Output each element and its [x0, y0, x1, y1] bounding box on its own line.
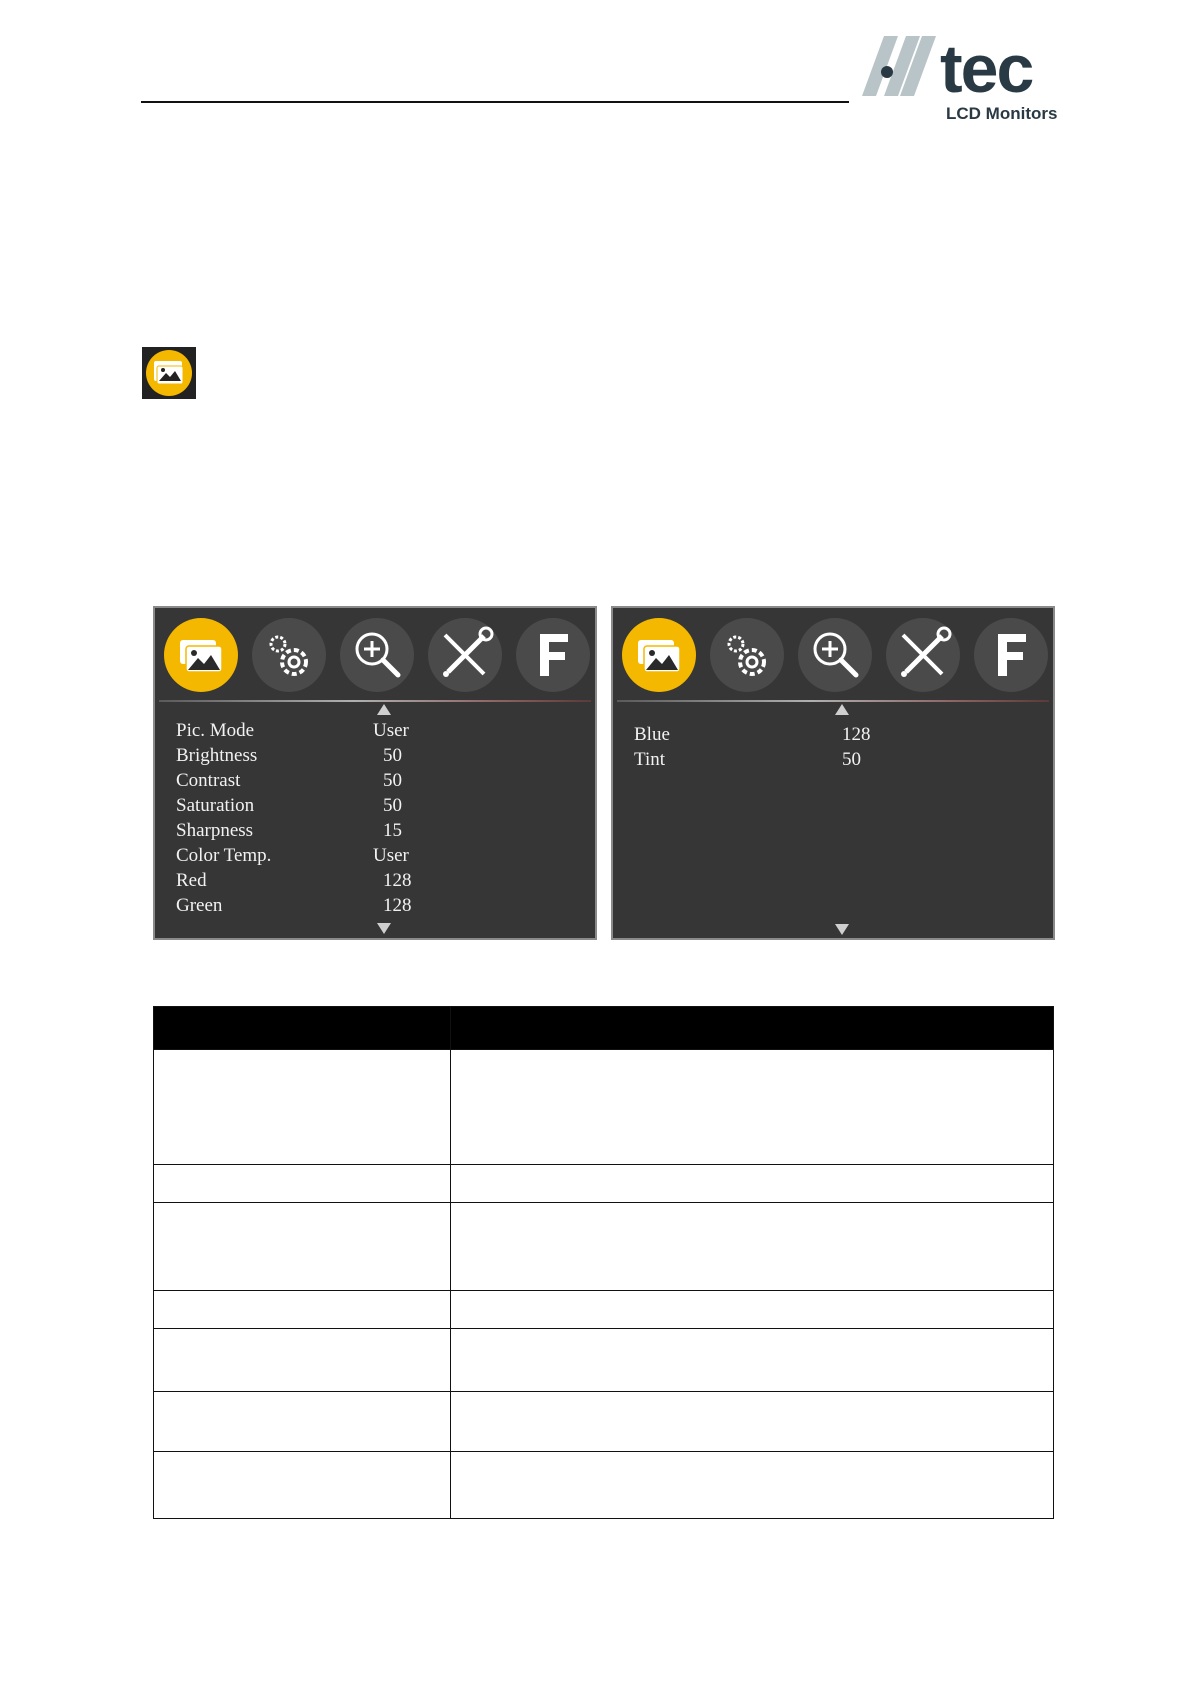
osd-label-sharpness[interactable]: Sharpness — [176, 820, 254, 841]
table-cell — [451, 1329, 1054, 1392]
osd-value-color-temp: User — [373, 845, 409, 866]
table-cell — [451, 1203, 1054, 1291]
table-cell — [451, 1165, 1054, 1203]
osd-label-color-temp[interactable]: Color Temp. — [176, 845, 272, 866]
osd-value-blue: 128 — [842, 724, 871, 745]
scroll-up-icon[interactable] — [835, 704, 849, 715]
tab-setup[interactable] — [710, 618, 784, 692]
osd-label-contrast[interactable]: Contrast — [176, 770, 241, 791]
table-cell — [154, 1165, 451, 1203]
osd-value-saturation: 50 — [383, 795, 402, 816]
table-header-cell — [154, 1007, 451, 1050]
table-row — [154, 1291, 1054, 1329]
tab-function[interactable] — [516, 618, 590, 692]
table-row — [154, 1452, 1054, 1519]
osd-separator — [617, 700, 1049, 702]
table-row — [154, 1329, 1054, 1392]
setup-gear-icon — [710, 618, 784, 692]
table-header-cell — [451, 1007, 1054, 1050]
picture-section-icon — [142, 347, 196, 399]
table-row — [154, 1050, 1054, 1165]
osd-value-brightness: 50 — [383, 745, 402, 766]
zoom-icon — [340, 618, 414, 692]
logo-subtitle: LCD Monitors — [946, 104, 1058, 123]
scroll-down-icon[interactable] — [377, 923, 391, 934]
logo-wordmark: tec — [940, 31, 1033, 107]
table-row — [154, 1392, 1054, 1452]
table-cell — [154, 1452, 451, 1519]
scroll-up-icon[interactable] — [377, 704, 391, 715]
tab-picture[interactable] — [622, 618, 696, 692]
scroll-down-icon[interactable] — [835, 924, 849, 935]
osd-label-tint[interactable]: Tint — [634, 749, 665, 770]
table-cell — [154, 1392, 451, 1452]
osd-value-red: 128 — [383, 870, 412, 891]
table-row — [154, 1203, 1054, 1291]
tab-zoom[interactable] — [798, 618, 872, 692]
tools-icon — [886, 618, 960, 692]
avtec-logo — [862, 31, 1062, 126]
tab-tools[interactable] — [428, 618, 502, 692]
table-cell — [451, 1392, 1054, 1452]
tools-icon — [428, 618, 502, 692]
zoom-icon — [798, 618, 872, 692]
table-row — [154, 1165, 1054, 1203]
picture-icon — [164, 618, 238, 692]
tab-picture[interactable] — [164, 618, 238, 692]
osd-tab-bar — [613, 614, 1053, 694]
table-header-row — [154, 1007, 1054, 1050]
osd-label-pic-mode[interactable]: Pic. Mode — [176, 720, 255, 741]
osd-value-green: 128 — [383, 895, 412, 916]
header-rule — [141, 101, 849, 103]
table-cell — [451, 1452, 1054, 1519]
osd-menu-picture-page-1 — [153, 606, 597, 940]
function-f-icon — [516, 618, 590, 692]
picture-icon — [622, 618, 696, 692]
tab-setup[interactable] — [252, 618, 326, 692]
table-cell — [451, 1291, 1054, 1329]
osd-menu-picture-page-2 — [611, 606, 1055, 940]
osd-value-tint: 50 — [842, 749, 861, 770]
tab-tools[interactable] — [886, 618, 960, 692]
table-cell — [154, 1203, 451, 1291]
osd-label-green[interactable]: Green — [176, 895, 223, 916]
osd-label-red[interactable]: Red — [176, 870, 207, 891]
settings-description-table — [153, 1006, 1054, 1519]
osd-value-sharpness: 15 — [383, 820, 402, 841]
osd-label-brightness[interactable]: Brightness — [176, 745, 258, 766]
table-cell — [451, 1050, 1054, 1165]
osd-value-pic-mode: User — [373, 720, 409, 741]
osd-label-blue[interactable]: Blue — [634, 724, 670, 745]
avtec-logo-mark-icon — [862, 36, 946, 98]
setup-gear-icon — [252, 618, 326, 692]
tab-zoom[interactable] — [340, 618, 414, 692]
table-cell — [154, 1329, 451, 1392]
table-cell — [154, 1291, 451, 1329]
table-cell — [154, 1050, 451, 1165]
osd-separator — [159, 700, 591, 702]
function-f-icon — [974, 618, 1048, 692]
tab-function[interactable] — [974, 618, 1048, 692]
osd-tab-bar — [155, 614, 595, 694]
osd-value-contrast: 50 — [383, 770, 402, 791]
osd-label-saturation[interactable]: Saturation — [176, 795, 255, 816]
